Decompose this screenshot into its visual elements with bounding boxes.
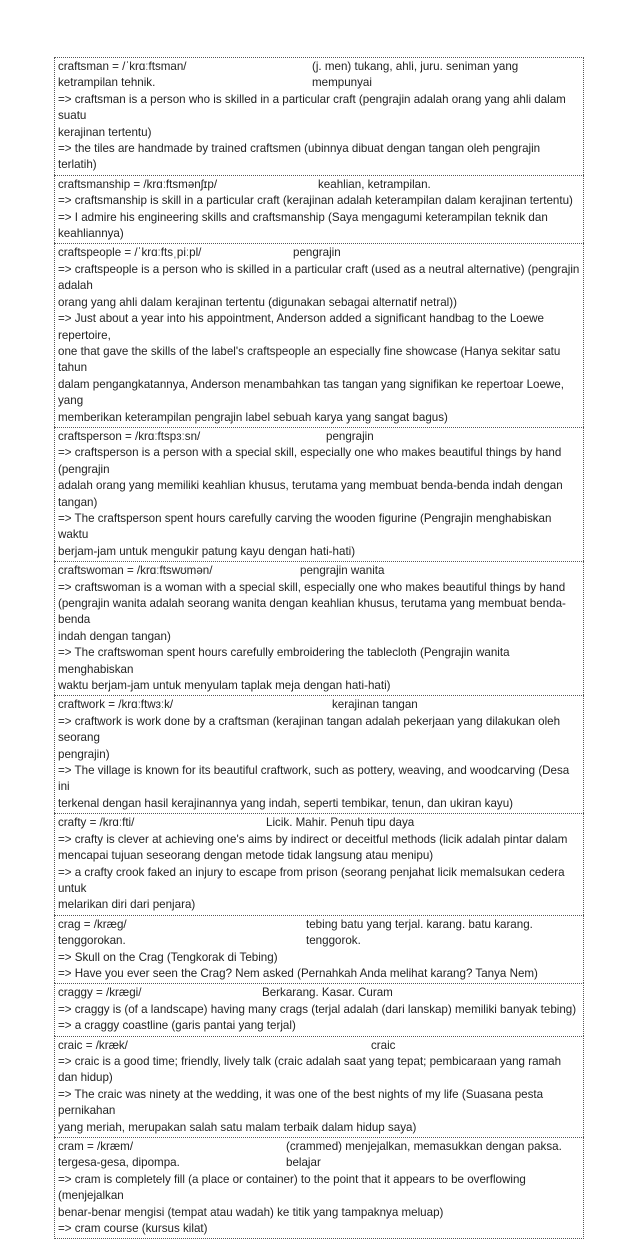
example-line-continued: terkenal dengan hasil kerajinannya yang indah, seperti tembikar, tenun, dan ukiran kayu) (58, 796, 514, 810)
dictionary-entry (54, 813, 584, 914)
example-line: => cram course (kursus kilat) (58, 1222, 208, 1236)
example-line: => Have you ever seen the Crag? Nem asked (Pernahkah Anda melihat karang? Tanya Nem) (58, 966, 538, 980)
example-line-continued: mencapai tujuan seseorang dengan metode tidak langsung atau menipu) (58, 849, 434, 863)
example-line-continued: yang meriah, merupakan salah satu malam terbaik dalam hidup saya) (58, 1120, 417, 1134)
dictionary-entry (54, 561, 584, 695)
entry-term: craftsmanship = /krɑːftsmənʃɪp/ (58, 177, 218, 191)
dictionary-entry (54, 1137, 584, 1239)
entry-meaning: tebing batu yang terjal. karang. batu karang. tenggorok. (306, 917, 533, 948)
entry-header (58, 985, 580, 1001)
example-line: => craftsmanship is skill in a particular craft (kerajinan adalah keterampilan dalam kerajinan tertentu) (58, 194, 573, 208)
example-line: => craftsman is a person who is skilled in a particular craft (pengrajin adalah orang yang ahli dalam suatu (58, 92, 566, 123)
example-line: => the tiles are handmade by trained craftsmen (ubinnya dibuat dengan tangan oleh pengrajin terlatih) (58, 142, 541, 172)
example-line-continued: adalah orang yang memiliki keahlian khusus, terutama yang membuat benda-benda indah dengan tangan) (58, 479, 563, 509)
example-line-continued: berjam-jam untuk mengukir patung kayu dengan hati-hati) (58, 544, 356, 558)
example-line-continued: melarikan diri dari penjara) (58, 898, 196, 912)
entry-term: craftspeople = /ˈkrɑːftsˌpiːpl/ (58, 246, 202, 260)
entry-meaning: pengrajin wanita (300, 564, 385, 578)
entry-meaning: (j. men) tukang, ahli, juru. seniman yang mempunyai (312, 60, 519, 90)
entry-term: craftwork = /krɑːftwɜːk/ (58, 698, 174, 712)
entry-meaning-continued: tenggorokan. (58, 934, 126, 948)
example-line-continued: benar-benar mengisi (tempat atau wadah) ke titik yang tampaknya meluap) (58, 1205, 444, 1219)
example-line-continued: orang yang ahli dalam kerajinan tertentu (digunakan sebagai alternatif netral)) (58, 295, 457, 309)
entry-term: craftswoman = /krɑːftswʊmən/ (58, 564, 213, 578)
entry-term: craftsman = /ˈkrɑːftsman/ (58, 60, 187, 73)
example-line: => The craftswoman spent hours carefully embroidering the tablecloth (Pengrajin wanita menghabiskan (58, 646, 510, 676)
dictionary-entry (54, 243, 584, 426)
example-line: => Skull on the Crag (Tengkorak di Tebing) (58, 950, 278, 964)
entry-header (58, 815, 580, 831)
example-line-continued: dalam pengangkatannya, Anderson menambahkan tas tangan yang signifikan ke repertoar Loewe, yang (58, 377, 564, 408)
entry-term: craggy = /krægi/ (58, 986, 142, 1000)
entry-term: craftsperson = /krɑːftspɜːsn/ (58, 429, 201, 443)
example-line-continued: kerajinan tertentu) (58, 125, 152, 139)
example-line: => craftspeople is a person who is skilled in a particular craft (used as a neutral alternative) (pengrajin adalah (58, 262, 580, 293)
entry-header (58, 563, 580, 579)
example-line-continued: memberikan keterampilan pengrajin label sebuah karya yang sangat bagus) (58, 410, 448, 424)
example-line: => Just about a year into his appointment, Anderson added a significant handbag to the Loewe repertoire, (58, 312, 544, 342)
dictionary-entry (54, 695, 584, 813)
dictionary-entry (54, 427, 584, 561)
example-line: => craftwork is work done by a craftsman (kerajinan tangan adalah pekerjaan yang dilakukan oleh seorang (58, 714, 561, 745)
example-line: => cram is completely fill (a place or container) to the point that it appears to be overflowing (menjejalkan (58, 1172, 526, 1203)
dictionary-entry (54, 1036, 584, 1137)
example-line: => The village is known for its beautiful craftwork, such as pottery, weaving, and woodcarving (Desa ini (58, 764, 570, 794)
entry-header (58, 245, 580, 261)
entry-term: craic = /kræk/ (58, 1038, 128, 1052)
dictionary-entry (54, 983, 584, 1035)
entry-meaning: pengrajin (326, 429, 374, 443)
example-line: => crafty is clever at achieving one's aims by indirect or deceitful methods (licik adalah pintar dalam (58, 832, 568, 846)
entry-meaning: (crammed) menjejalkan, memasukkan dengan paksa. belajar (286, 1140, 562, 1170)
example-line-continued: indah dengan tangan) (58, 629, 171, 643)
entry-header (58, 177, 580, 193)
entry-meaning: kerajinan tangan (332, 698, 418, 712)
entry-meaning: Berkarang. Kasar. Curam (262, 986, 393, 1000)
example-line: => craftsperson is a person with a special skill, especially one who makes beautiful things by hand (pengrajin (58, 446, 562, 476)
example-line-continued: (pengrajin wanita adalah seorang wanita dengan keahlian khusus, terutama yang membuat benda-benda (58, 597, 566, 627)
entry-header (58, 697, 580, 713)
entry-header (58, 429, 580, 445)
entry-meaning-continued: ketrampilan tehnik. (58, 76, 156, 90)
example-line: => The craftsperson spent hours carefully carving the wooden figurine (Pengrajin menghabiskan waktu (58, 511, 552, 542)
entry-meaning: craic (371, 1038, 396, 1052)
example-line: => craftswoman is a woman with a special skill, especially one who makes beautiful things by hand (58, 580, 566, 594)
dictionary-page (54, 57, 584, 1239)
entry-term: crafty = /krɑːfti/ (58, 816, 135, 830)
example-line: => The craic was ninety at the wedding, it was one of the best nights of my life (Suasana pesta pernikahan (58, 1087, 544, 1118)
dictionary-entry (54, 57, 584, 175)
entry-meaning: Licik. Mahir. Penuh tipu daya (266, 816, 415, 830)
dictionary-entry (54, 915, 584, 984)
example-line: => a craggy coastline (garis pantai yang terjal) (58, 1019, 296, 1033)
entry-meaning: keahlian, ketrampilan. (318, 177, 431, 191)
entry-meaning-continued: tergesa-gesa, dipompa. (58, 1156, 180, 1170)
example-line-continued: pengrajin) (58, 747, 110, 761)
example-line: => a crafty crook faked an injury to escape from prison (seorang penjahat licik memalsukan cedera untuk (58, 865, 565, 895)
entry-header (58, 1038, 580, 1054)
example-line: => I admire his engineering skills and craftsmanship (Saya mengagumi keterampilan teknik dan keahliannya) (58, 210, 548, 241)
example-line: => craic is a good time; friendly, lively talk (craic adalah saat yang tepat; pembicaraan yang ramah dan hidup) (58, 1054, 562, 1085)
example-line: => craggy is (of a landscape) having many crags (terjal adalah (dari lanskap) memiliki banyak tebing) (58, 1002, 577, 1016)
example-line-continued: one that gave the skills of the label's craftspeople an especially fine showcase (Hanya sekitar satu tahun (58, 344, 561, 375)
dictionary-entry (54, 175, 584, 244)
example-line-continued: waktu berjam-jam untuk menyulam taplak meja dengan hati-hati) (58, 679, 391, 693)
entry-meaning: pengrajin (293, 246, 341, 260)
entry-term: cram = /kræm/ (58, 1140, 134, 1153)
entry-term: crag = /kræg/ (58, 917, 127, 931)
